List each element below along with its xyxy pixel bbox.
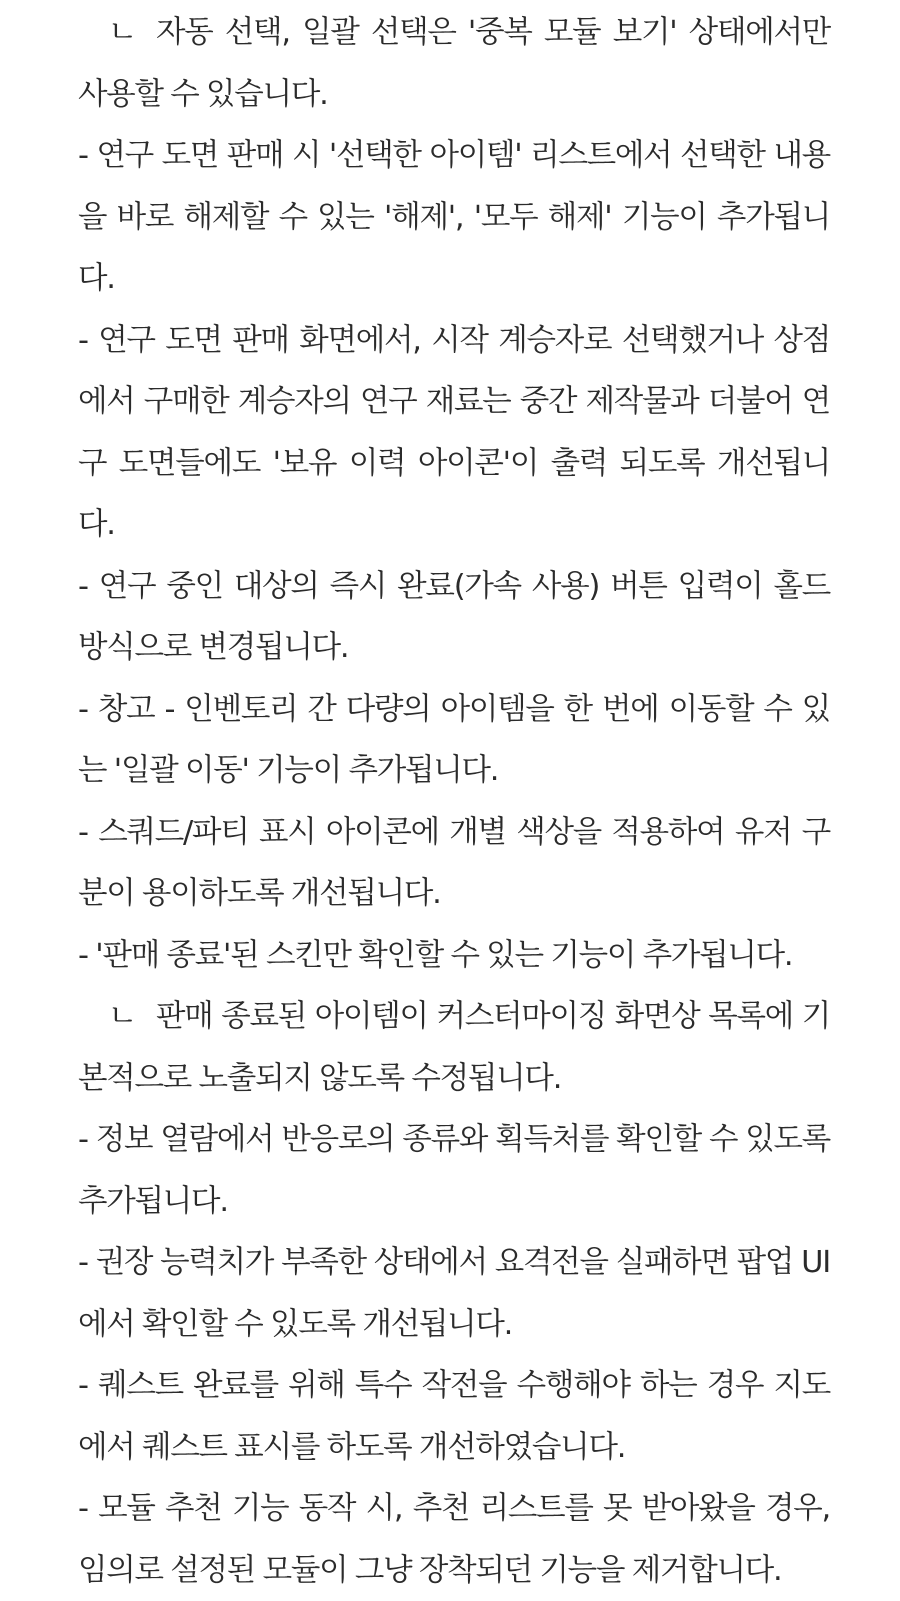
note-text: - 권장 능력치가 부족한 상태에서 요격전을 실패하면 팝업 UI에서 확인할 수 있도록 개선됩니다. [78,1245,830,1342]
note-item [78,1232,830,1355]
sub-marker: ㄴ [108,999,137,1034]
note-item [78,310,830,556]
note-text: - '판매 종료'된 스킨만 확인할 수 있는 기능이 추가됩니다. [78,937,793,973]
note-item [78,679,830,802]
note-sub-item [78,986,830,1109]
note-item [78,1109,830,1232]
note-text: - 연구 도면 판매 화면에서, 시작 계승자로 선택했거나 상점에서 구매한 계승자의 연구 재료는 중간 제작물과 더불어 연구 도면들에도 '보유 이력 아이콘'이 출력 되도록 개선됩니다. [78,322,830,542]
note-text: - 연구 도면 판매 시 '선택한 아이템' 리스트에서 선택한 내용을 바로 해제할 수 있는 '해제', '모두 해제' 기능이 추가됩니다. [78,138,830,296]
note-item [78,1478,830,1601]
note-text: - 퀘스트 완료를 위해 특수 작전을 수행해야 하는 경우 지도에서 퀘스트 표시를 하도록 개선하였습니다. [78,1368,830,1465]
note-text: - 스쿼드/파티 표시 아이콘에 개별 색상을 적용하여 유저 구분이 용이하도록 개선됩니다. [78,814,830,911]
note-item [78,1355,830,1478]
note-item [78,125,830,310]
note-text: 판매 종료된 아이템이 커스터마이징 화면상 목록에 기본적으로 노출되지 않도록 수정됩니다. [78,999,830,1096]
note-text: - 연구 중인 대상의 즉시 완료(가속 사용) 버튼 입력이 홀드 방식으로 변경됩니다. [78,568,830,665]
sub-marker: ㄴ [108,15,137,50]
note-text: - 창고 - 인벤토리 간 다량의 아이템을 한 번에 이동할 수 있는 '일괄 이동' 기능이 추가됩니다. [78,691,830,788]
note-item [78,802,830,925]
note-text: - 모듈 추천 기능 동작 시, 추천 리스트를 못 받아왔을 경우, 임의로 설정된 모듈이 그냥 장착되던 기능을 제거합니다. [78,1491,830,1588]
note-item [78,556,830,679]
note-text: - 정보 열람에서 반응로의 종류와 획득처를 확인할 수 있도록 추가됩니다. [78,1122,830,1219]
note-text: 자동 선택, 일괄 선택은 '중복 모듈 보기' 상태에서만 사용할 수 있습니다. [78,15,830,112]
note-sub-item [78,2,830,125]
patch-notes-body [78,0,830,1601]
note-item [78,925,830,987]
